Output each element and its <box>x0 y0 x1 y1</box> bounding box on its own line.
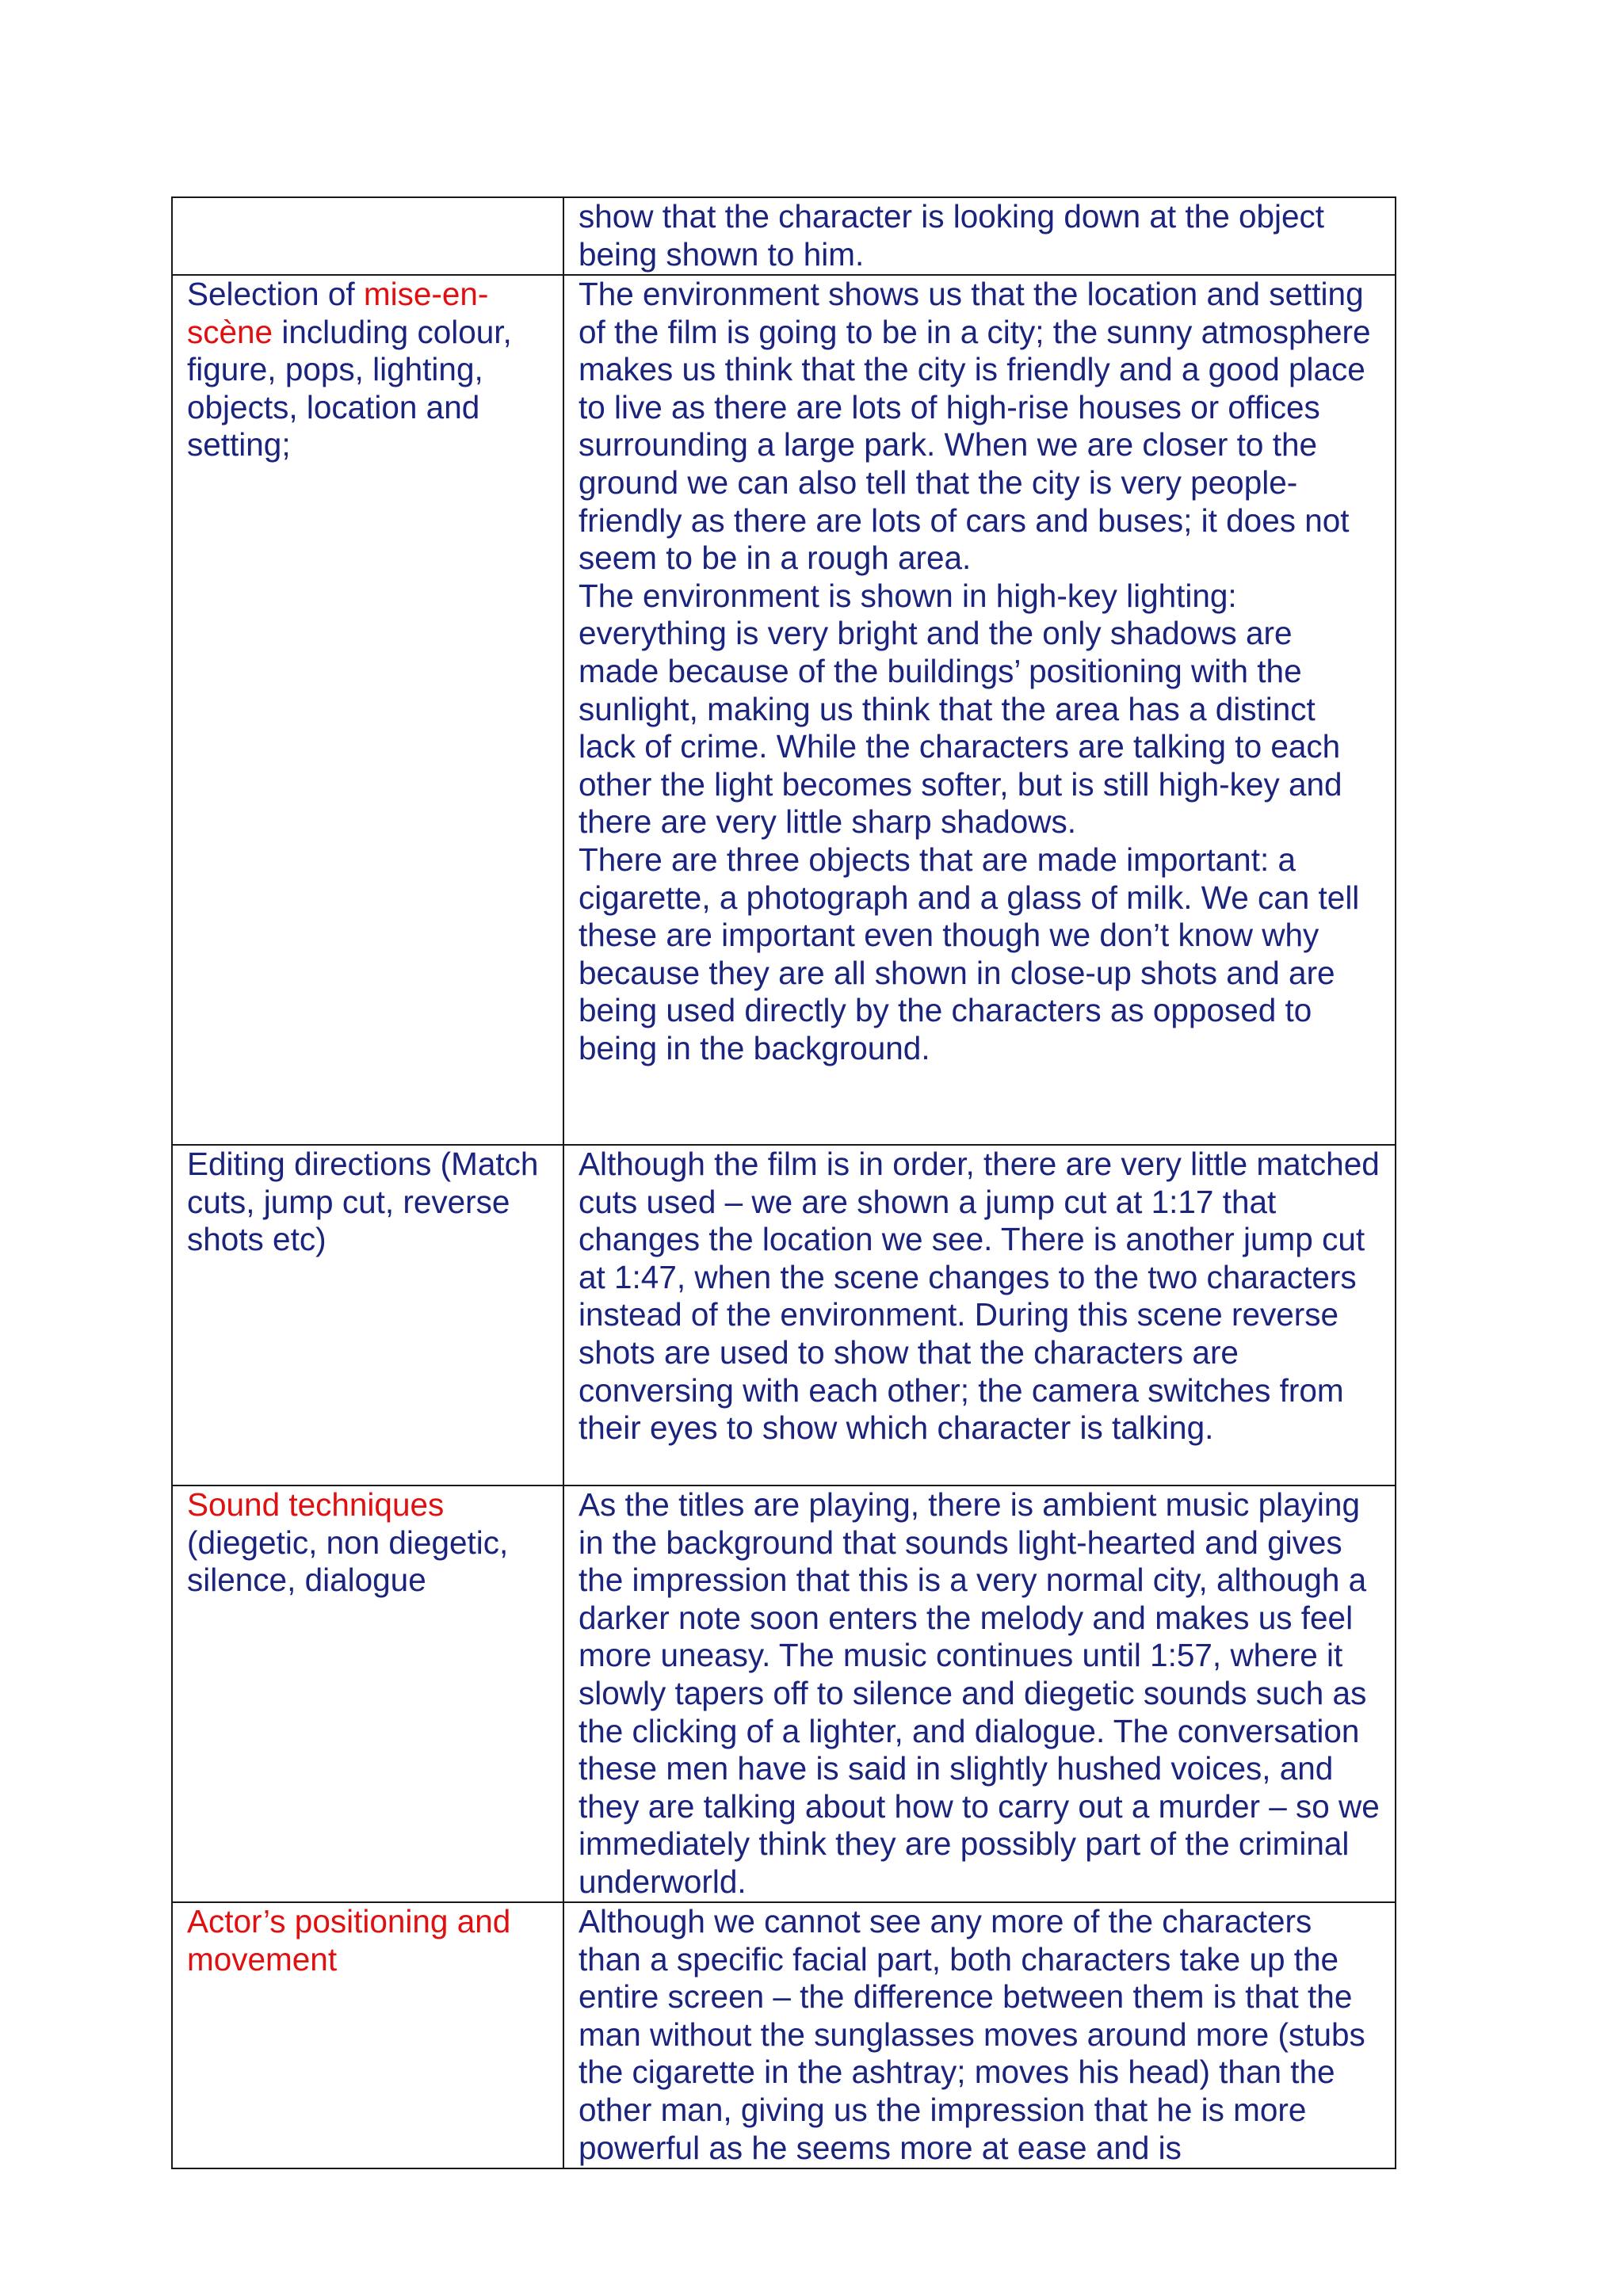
row-label-cell <box>172 1902 563 2168</box>
paragraph: As the titles are playing, there is ambient music playing in the background that sounds light-hearted and gives the impression that this is a very normal city, although a darker note soon enters the melody and makes us feel more uneasy. The music continues until 1:57, where it slowly tapers off to silence and diegetic sounds such as the clicking of a lighter, and dialogue. The conversation these men have is said in slightly hushed voices, and they are talking about how to carry out a murder – so we immediately think they are possibly part of the criminal underworld. <box>579 1486 1380 1900</box>
paragraph: show that the character is looking down at the object being shown to him. <box>579 198 1325 273</box>
label-text: Selection of <box>187 276 364 312</box>
row-content-cell <box>563 197 1396 275</box>
row-label-cell <box>172 197 563 275</box>
label-text-rest: including colour, figure, pops, lighting, objects, location and setting; <box>187 313 512 463</box>
row-label-cell <box>172 1145 563 1486</box>
table-row <box>172 1145 1396 1486</box>
label-highlight: mise-en-scène <box>187 276 489 350</box>
paragraph: The environment shows us that the location and setting of the film is going to be in a city; the sunny atmosphere makes us think that the city is friendly and a good place to live as there are lots of high-rise houses or offices surrounding a large park. When we are closer to the ground we can also tell that the city is very people-friendly as there are lots of cars and buses; it does not seem to be in a rough area. <box>579 276 1371 577</box>
row-label-cell <box>172 1486 563 1902</box>
paragraph: Although the film is in order, there are very little matched cuts used – we are shown a jump cut at 1:17 that changes the location we see. There is another jump cut at 1:47, when the scene changes to the two characters instead of the environment. During this scene reverse shots are used to show that the characters are conversing with each other; the camera switches from their eyes to show which character is talking. <box>579 1146 1380 1447</box>
label-text: Editing directions (Match cuts, jump cut, reverse shots etc) <box>187 1146 539 1258</box>
row-content-cell <box>563 1486 1396 1902</box>
table-row <box>172 1486 1396 1902</box>
analysis-table <box>171 196 1396 2169</box>
row-content-cell <box>563 275 1396 1145</box>
paragraph: Although we cannot see any more of the characters than a specific facial part, both characters take up the entire screen – the difference between them is that the man without the sunglasses moves around more (stubs the cigarette in the ashtray; moves his head) than the other man, giving us the impression that he is more powerful as he seems more at ease and is <box>579 1903 1365 2166</box>
label-text-rest: (diegetic, non diegetic, silence, dialogue <box>187 1524 509 1599</box>
table-row <box>172 1902 1396 2168</box>
row-content-cell <box>563 1902 1396 2168</box>
table-row <box>172 197 1396 275</box>
label-highlight: Actor’s positioning and movement <box>187 1903 511 1978</box>
label-highlight: Sound techniques <box>187 1486 445 1523</box>
table-row <box>172 275 1396 1145</box>
paragraph: The environment is shown in high-key lighting: everything is very bright and the only shadows are made because of the buildings’ positioning with the sunlight, making us think that the area has a distinct lack of crime. While the characters are talking to each other the light becomes softer, but is still high-key and there are very little sharp shadows. <box>579 577 1342 841</box>
paragraph: There are three objects that are made important: a cigarette, a photograph and a glass of milk. We can tell these are important even though we don’t know why because they are all shown in close-up shots and are being used directly by the characters as opposed to being in the background. <box>579 841 1360 1066</box>
row-label-cell <box>172 275 563 1145</box>
row-content-cell <box>563 1145 1396 1486</box>
